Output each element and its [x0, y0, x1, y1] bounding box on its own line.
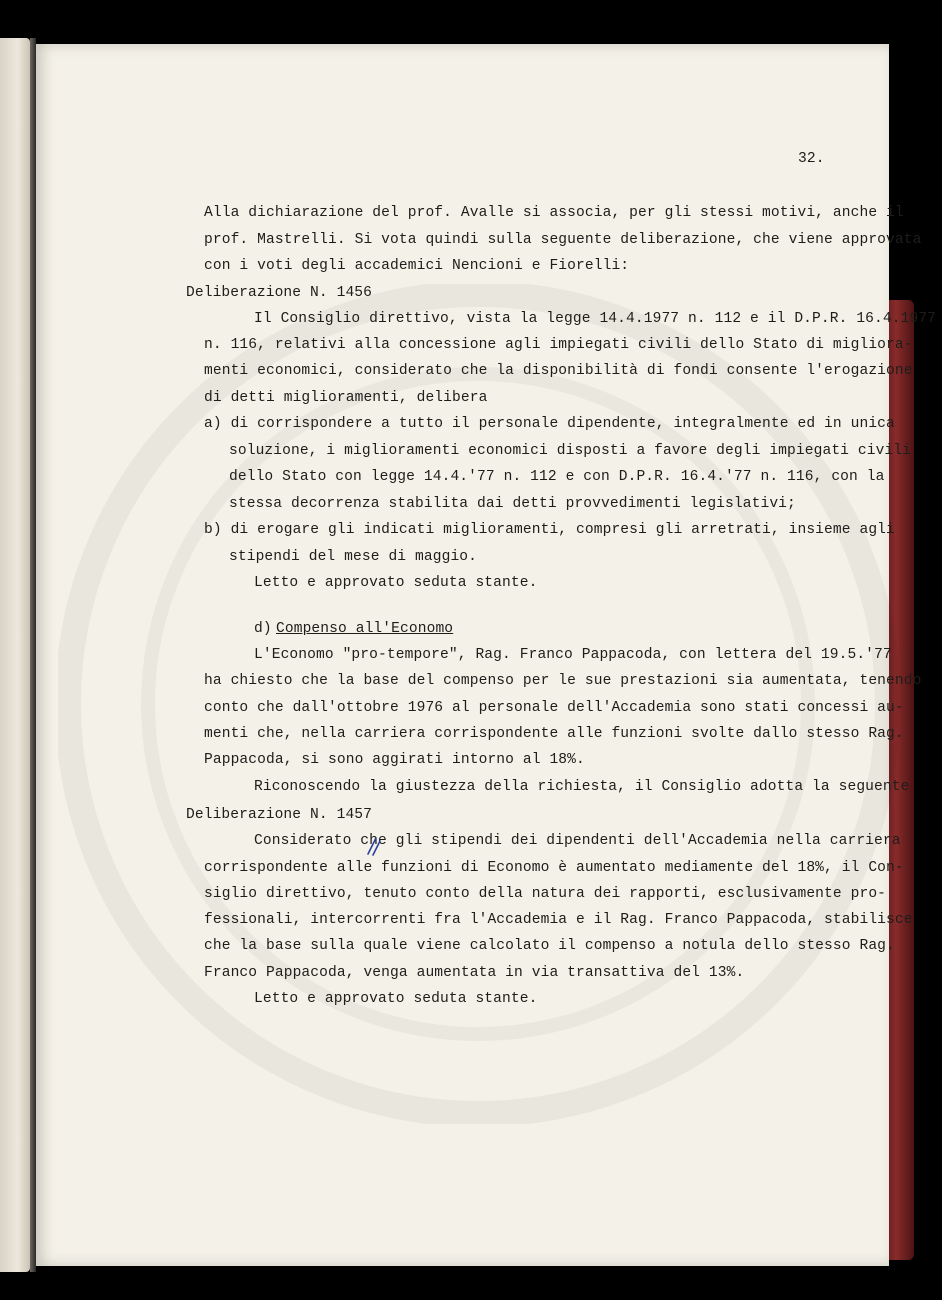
deliberation-1457-title: Deliberazione N. 1457: [186, 807, 373, 823]
intro-line-1: Alla dichiarazione del prof. Avalle si associa, per gli stessi motivi, anche il: [204, 205, 904, 221]
section-d-line-4: menti che, nella carriera corrispondente alle funzioni svolte dallo stesso Rag.: [204, 726, 904, 742]
section-d-lead: Riconoscendo la giustezza della richiesta, il Consiglio adotta la seguente: [254, 779, 910, 795]
section-d-label: d): [254, 621, 272, 637]
delib2-approved: Letto e approvato seduta stante.: [254, 991, 538, 1007]
item-a-line-3: dello Stato con legge 14.4.'77 n. 112 e con D.P.R. 16.4.'77 n. 116, con la: [229, 469, 885, 485]
page-number: 32.: [798, 151, 825, 167]
facing-page-edge: [0, 38, 30, 1272]
delib2-body-line-3: siglio direttivo, tenuto conto della natura dei rapporti, esclusivamente pro-: [204, 886, 887, 902]
section-d-line-5: Pappacoda, si sono aggirati intorno al 18%.: [204, 752, 585, 768]
intro-line-3: con i voti degli accademici Nencioni e Fiorelli:: [204, 258, 630, 274]
item-a-line-2: soluzione, i miglioramenti economici disposti a favore degli impiegati civili: [229, 443, 912, 459]
delib1-body-line-1: Il Consiglio direttivo, vista la legge 14.4.1977 n. 112 e il D.P.R. 16.4.1977: [254, 311, 937, 327]
item-b-line-1: b) di erogare gli indicati miglioramenti, compresi gli arretrati, insieme agli: [204, 522, 895, 538]
deliberation-1456-title: Deliberazione N. 1456: [186, 285, 373, 301]
section-d-line-1: L'Economo "pro-tempore", Rag. Franco Pappacoda, con lettera del 19.5.'77: [254, 647, 892, 663]
item-b-line-2: stipendi del mese di maggio.: [229, 549, 478, 565]
item-a-line-4: stessa decorrenza stabilita dai detti provvedimenti legislativi;: [229, 496, 796, 512]
section-d-line-3: conto che dall'ottobre 1976 al personale dell'Accademia sono stati concessi au-: [204, 700, 904, 716]
handwritten-correction-mark: [364, 834, 386, 858]
delib2-body-line-2: corrispondente alle funzioni di Economo è aumentato mediamente del 18%, il Con-: [204, 860, 904, 876]
section-d-line-2: ha chiesto che la base del compenso per le sue prestazioni sia aumentata, tenendo: [204, 673, 922, 689]
intro-line-2: prof. Mastrelli. Si vota quindi sulla seguente deliberazione, che viene approvata: [204, 232, 922, 248]
document-page: [36, 44, 937, 1266]
delib1-body-line-3: menti economici, considerato che la disponibilità di fondi consente l'erogazione: [204, 363, 913, 379]
delib1-body-line-4: di detti miglioramenti, delibera: [204, 390, 488, 406]
delib2-body-line-1: Considerato che gli stipendi dei dipendenti dell'Accademia nella carriera: [254, 833, 901, 849]
section-d-heading: Compenso all'Economo: [276, 621, 454, 637]
delib2-body-line-5: che la base sulla quale viene calcolato il compenso a notula dello stesso Rag.: [204, 938, 895, 954]
delib2-body-line-6: Franco Pappacoda, venga aumentata in via transattiva del 13%.: [204, 965, 745, 981]
delib1-approved: Letto e approvato seduta stante.: [254, 575, 538, 591]
delib2-body-line-4: fessionali, intercorrenti fra l'Accademia e il Rag. Franco Pappacoda, stabilisce: [204, 912, 913, 928]
item-a-line-1: a) di corrispondere a tutto il personale dipendente, integralmente ed in unica: [204, 416, 895, 432]
delib1-body-line-2: n. 116, relativi alla concessione agli impiegati civili dello Stato di migliora-: [204, 337, 913, 353]
